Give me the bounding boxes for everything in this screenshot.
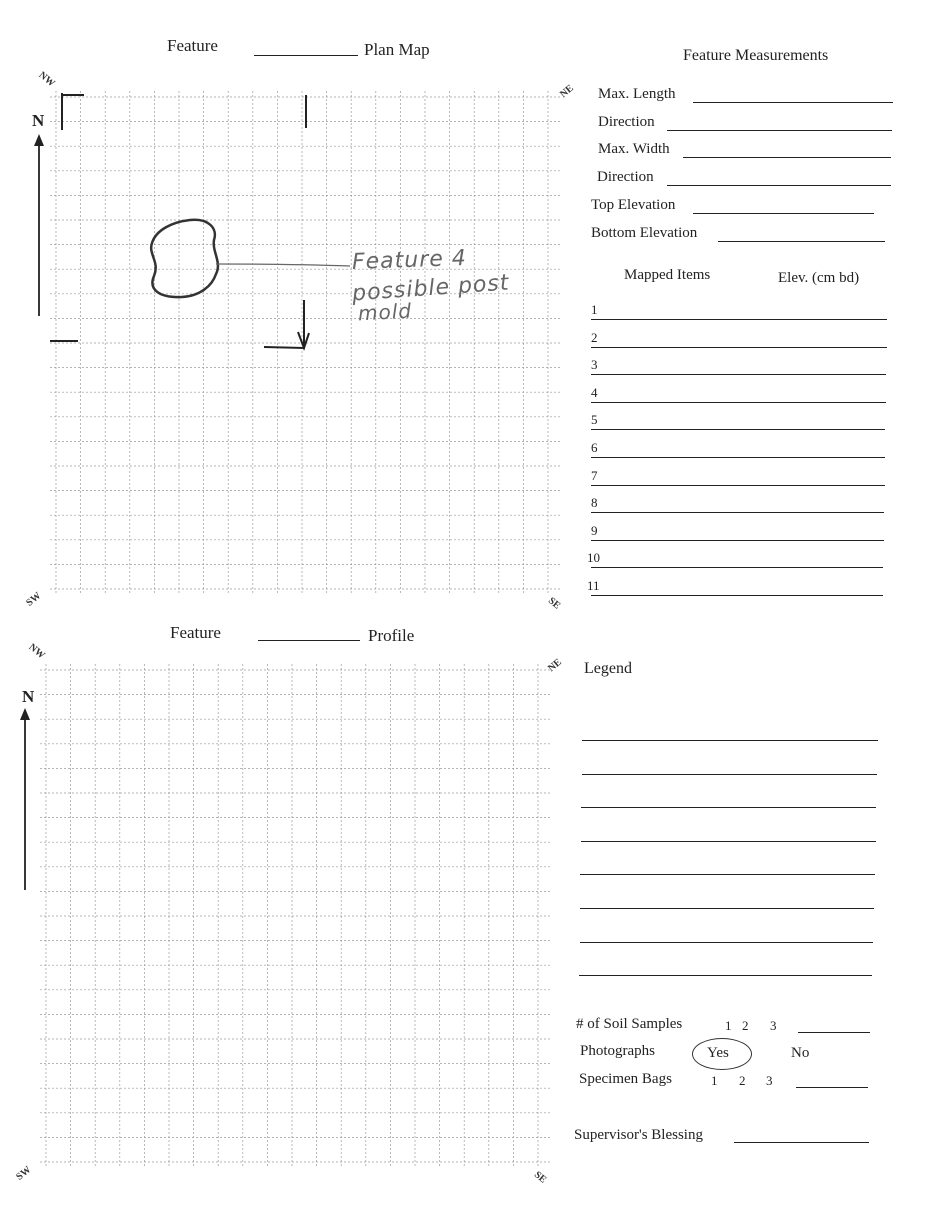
supervisor-field[interactable] <box>734 1142 869 1143</box>
mapped-item-number: 2 <box>591 329 598 345</box>
mapped-item-number: 1 <box>591 302 598 317</box>
legend-line[interactable] <box>580 874 874 875</box>
mapped-item-number: 8 <box>591 495 598 511</box>
photos-yes-option[interactable]: Yes <box>707 1045 729 1061</box>
legend-line[interactable] <box>582 774 878 775</box>
legend-line[interactable] <box>580 908 874 909</box>
bags-option-2[interactable]: 2 <box>739 1073 746 1088</box>
legend-line[interactable] <box>581 841 876 842</box>
mapped-item-number: 10 <box>587 550 600 566</box>
plan-corner-nw: NW <box>36 69 57 90</box>
profile-title: Profile <box>368 626 415 645</box>
soil-samples-field[interactable] <box>798 1032 870 1033</box>
plan-corner-sw: SW <box>24 590 44 609</box>
profile-corner-ne: NE <box>546 656 564 675</box>
soil-option-1[interactable]: 1 <box>725 1018 732 1033</box>
mapped-item-number: 6 <box>591 440 598 455</box>
profile-corner-sw: SW <box>14 1164 34 1183</box>
measurement-label: Top Elevation <box>591 197 676 213</box>
profile-feature-label: Feature <box>170 623 221 642</box>
elevation-header: Elev. (cm bd) <box>778 270 860 286</box>
profile-north-arrow-icon <box>20 708 40 893</box>
bags-option-1[interactable]: 1 <box>711 1073 718 1088</box>
annotation-line-3: mold <box>357 298 413 326</box>
plan-corner-ne: NE <box>558 82 576 101</box>
profile-corner-se: SE <box>531 1169 549 1186</box>
measurement-label: Direction <box>598 114 655 130</box>
specimen-bags-field[interactable] <box>796 1087 868 1088</box>
soil-option-2[interactable]: 2 <box>742 1018 749 1033</box>
profile-north-letter: N <box>22 687 35 706</box>
supervisor-label: Supervisor's Blessing <box>574 1127 703 1143</box>
bags-option-3[interactable]: 3 <box>766 1073 773 1088</box>
mapped-item-number: 3 <box>591 357 598 373</box>
plan-feature-label: Feature <box>167 36 218 55</box>
mapped-items-header: Mapped Items <box>624 267 711 283</box>
soil-option-3[interactable]: 3 <box>770 1018 777 1033</box>
mapped-item-number: 11 <box>587 578 600 593</box>
mapped-item-number: 5 <box>591 412 598 428</box>
legend-line[interactable] <box>579 975 872 976</box>
annotation-line-1: Feature 4 <box>351 246 468 275</box>
legend-line[interactable] <box>582 740 878 741</box>
photos-no-option[interactable]: No <box>791 1045 810 1061</box>
mapped-item-number: 4 <box>591 384 598 400</box>
annotation-line-2: possible post <box>351 270 511 307</box>
mapped-item-number: 7 <box>591 467 598 483</box>
soil-samples-label: # of Soil Samples <box>576 1016 683 1032</box>
measurements-title: Feature Measurements <box>683 47 829 64</box>
photographs-label: Photographs <box>580 1043 655 1059</box>
specimen-bags-label: Specimen Bags <box>579 1071 672 1087</box>
mapped-item-number: 9 <box>591 522 598 538</box>
measurement-label: Direction <box>597 169 654 185</box>
legend-title: Legend <box>584 660 632 677</box>
measurement-label: Max. Length <box>598 86 676 102</box>
profile-corner-nw: NW <box>26 641 47 662</box>
measurement-label: Bottom Elevation <box>591 225 698 241</box>
plan-map-title: Plan Map <box>364 40 430 59</box>
plan-corner-se: SE <box>545 595 563 612</box>
legend-line[interactable] <box>581 807 876 808</box>
plan-north-letter: N <box>32 111 45 130</box>
measurement-label: Max. Width <box>598 141 670 157</box>
legend-line[interactable] <box>580 942 874 943</box>
